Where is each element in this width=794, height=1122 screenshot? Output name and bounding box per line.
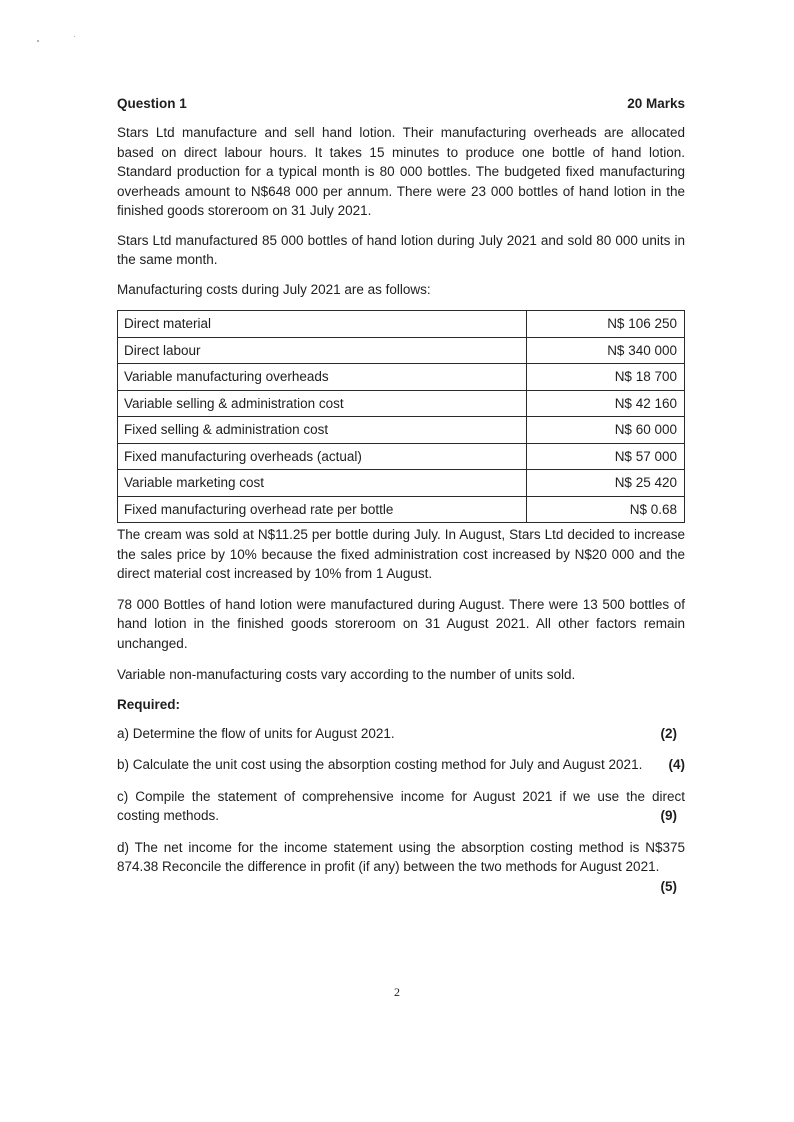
required-item-a [117, 724, 685, 744]
cost-amount: N$ 60 000 [527, 417, 685, 444]
question-marks: 20 Marks [627, 96, 685, 111]
question-header [117, 96, 685, 111]
cost-label: Fixed manufacturing overheads (actual) [118, 443, 527, 470]
cost-label: Fixed selling & administration cost [118, 417, 527, 444]
manufacturing-costs-table [117, 310, 685, 523]
cost-amount: N$ 0.68 [527, 496, 685, 523]
table-row [118, 417, 685, 444]
required-marks: (4) [668, 757, 685, 772]
cost-label: Variable selling & administration cost [118, 390, 527, 417]
cost-amount: N$ 57 000 [527, 443, 685, 470]
july-production-paragraph: Stars Ltd manufactured 85 000 bottles of hand lotion during July 2021 and sold 80 000 units in the same month. [117, 232, 685, 267]
table-row [118, 470, 685, 497]
table-row [118, 311, 685, 338]
required-item-b [117, 755, 685, 775]
required-item-d [117, 838, 685, 897]
document-page [117, 94, 685, 896]
variable-costs-paragraph: Variable non-manufacturing costs vary according to the number of units sold. [117, 667, 576, 682]
august-price-paragraph: The cream was sold at N$11.25 per bottle during July. In August, Stars Ltd decided to increase the sales price by 10% because the fixed administration cost increased by N$20 000 and the direct material cost increased by 10% from 1 August. [117, 527, 685, 581]
required-text: c) Compile the statement of comprehensive income for August 2021 if we use the direct costing methods. [117, 788, 685, 823]
table-row [118, 364, 685, 391]
required-text: d) The net income for the income statement using the absorption costing method is N$375 874.38 Reconcile the difference in profit (if any) between the two methods for August 2021. [117, 839, 685, 874]
cost-label: Variable marketing cost [118, 470, 527, 497]
cost-label: Direct material [118, 311, 527, 338]
table-row [118, 496, 685, 523]
table-row [118, 337, 685, 364]
page-number: 2 [394, 985, 400, 999]
required-marks: (2) [660, 725, 677, 741]
cost-amount: N$ 106 250 [527, 311, 685, 338]
scan-speck [74, 36, 75, 37]
intro-paragraph: Stars Ltd manufacture and sell hand lotion. Their manufacturing overheads are allocated based on direct labour hours. It takes 15 minutes to produce one bottle of hand lotion. Standard production for a typical month is 80 000 bottles. The budgeted fixed manufacturing overheads amount to N$648 000 per annum. There were 23 000 bottles of hand lotion in the finished goods storeroom on 31 July 2021. [117, 125, 685, 218]
cost-amount: N$ 18 700 [527, 364, 685, 391]
required-text: a) Determine the flow of units for August 2021. [117, 725, 395, 741]
required-marks: (9) [660, 808, 677, 823]
required-text: b) Calculate the unit cost using the absorption costing method for July and August 2021. [117, 757, 643, 772]
question-title: Question 1 [117, 96, 187, 111]
cost-amount: N$ 340 000 [527, 337, 685, 364]
scan-speck [37, 40, 39, 42]
cost-amount: N$ 25 420 [527, 470, 685, 497]
costs-intro-paragraph: Manufacturing costs during July 2021 are as follows: [117, 281, 431, 297]
cost-label: Fixed manufacturing overhead rate per bottle [118, 496, 527, 523]
cost-amount: N$ 42 160 [527, 390, 685, 417]
cost-label: Variable manufacturing overheads [118, 364, 527, 391]
required-item-c [117, 787, 685, 826]
table-row [118, 443, 685, 470]
required-marks: (5) [660, 878, 677, 894]
cost-label: Direct labour [118, 337, 527, 364]
august-production-paragraph: 78 000 Bottles of hand lotion were manufactured during August. There were 13 500 bottles of hand lotion in the finished goods storeroom on 31 August 2021. All other factors remain unchanged. [117, 596, 685, 651]
table-row [118, 390, 685, 417]
required-heading: Required: [117, 696, 181, 712]
